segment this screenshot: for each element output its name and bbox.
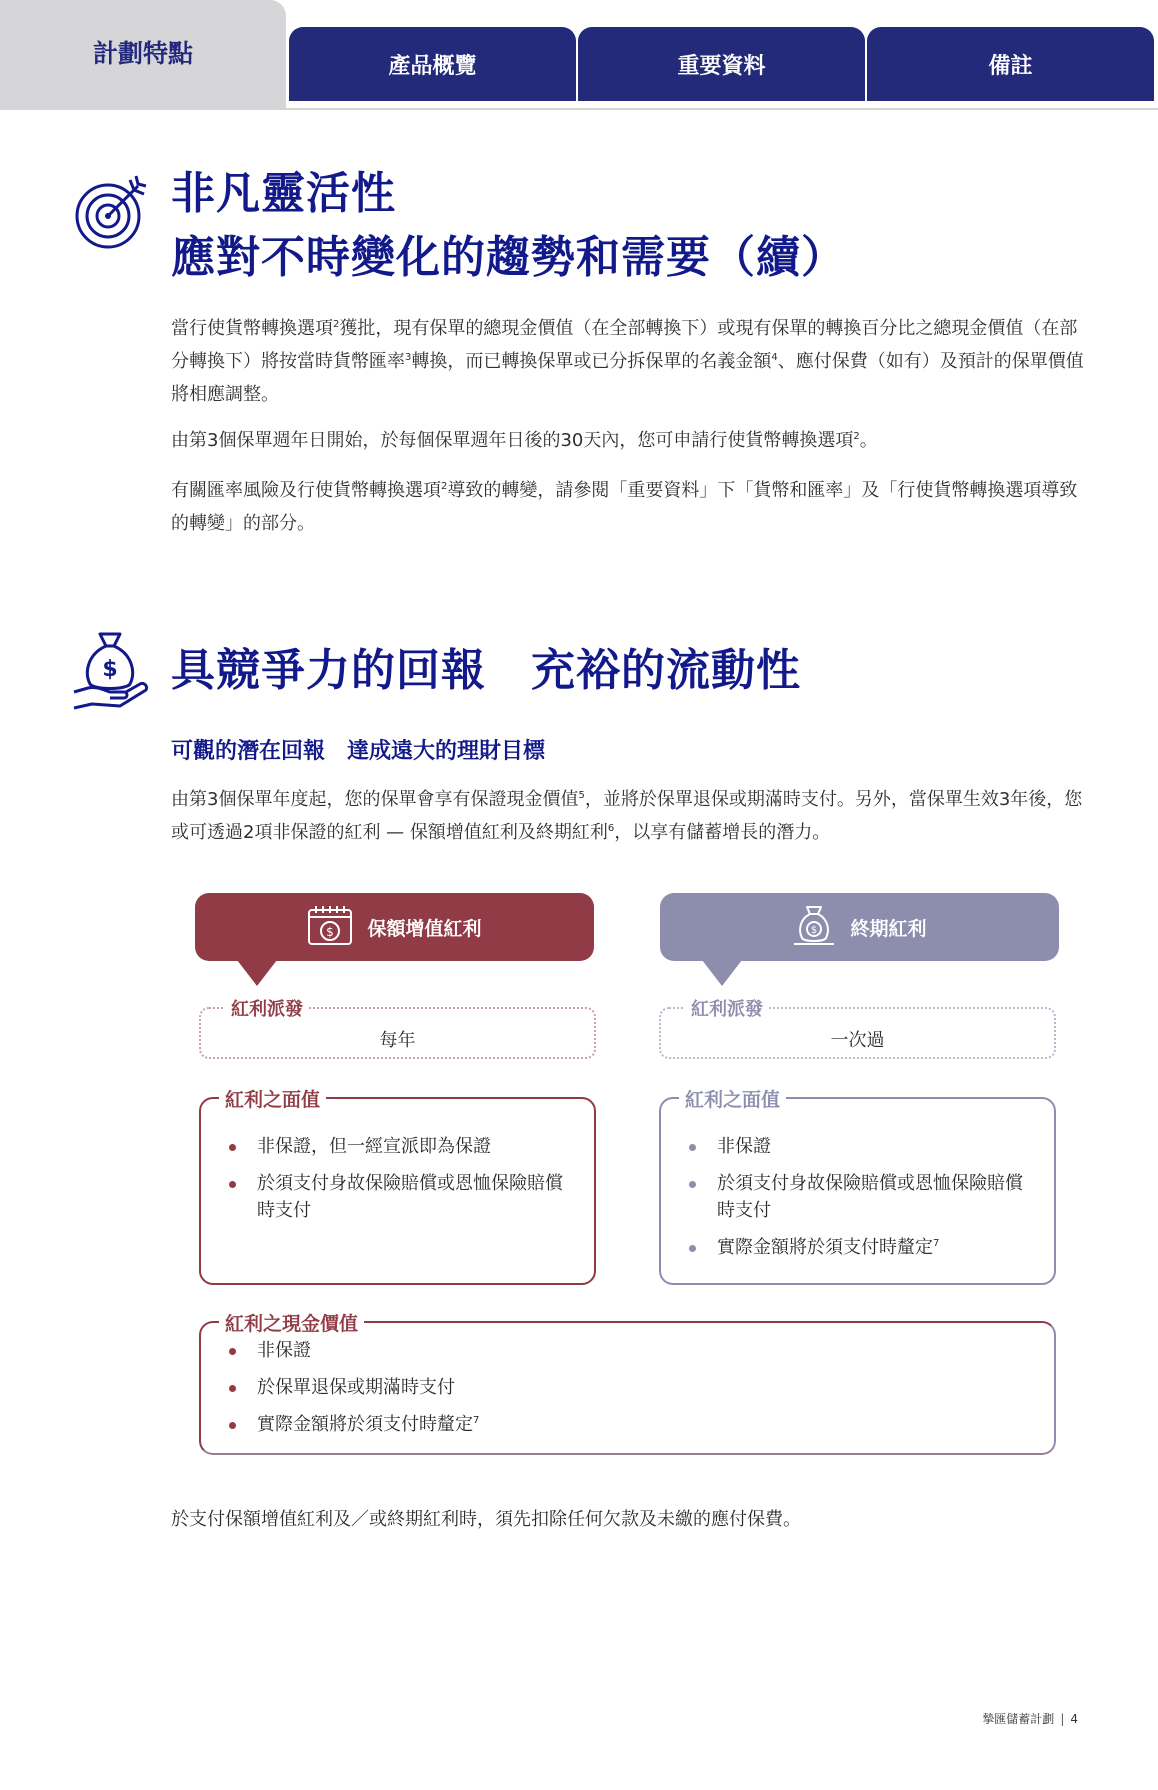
payout-value: 一次過: [830, 1030, 885, 1051]
page-number: 4: [1070, 1712, 1078, 1726]
face-value-label: 紅利之面值: [679, 1085, 786, 1112]
tab-plan-features[interactable]: [0, 0, 286, 110]
paragraph-guaranteed-cash-value: 由第3個保單年度起，您的保單會享有保證現金價值$^5$，並將於保單退保或期滿時支付。另外，當保單生效3年後，您或可透過2項非保證的紅利 — 保額增值紅利及終期紅利$^6$，以享有儲蓄增長的潛力。: [171, 789, 1083, 843]
list-item: 非保證: [227, 1337, 1007, 1364]
section-title-flexibility: [171, 166, 846, 286]
payout-label: 紅利派發: [225, 995, 309, 1021]
paragraph-exchange-risk: 有關匯率風險及行使貨幣轉換選項$^2$導致的轉變，請參閱「重要資料」下「貨幣和匯率」及「行使貨幣轉換選項導致的轉變」的部分。: [171, 480, 1078, 534]
cash-value-label: 紅利之現金價值: [219, 1309, 364, 1336]
list-item: 非保證，但一經宣派即為保證: [227, 1133, 577, 1160]
payout-box: [659, 999, 1056, 1059]
tab-label: 計劃特點: [92, 39, 193, 68]
section-title-returns: 具競爭力的回報 充裕的流動性: [171, 645, 801, 696]
tab-bar: [0, 0, 1158, 110]
svg-text:$: $: [102, 657, 118, 682]
footnote: 於支付保額增值紅利及／或終期紅利時，須先扣除任何欠款及未繳的應付保費。: [171, 1509, 801, 1530]
list-item: 於須支付身故保險賠償或恩恤保險賠償時支付: [227, 1170, 577, 1224]
bubble-pointer: [237, 960, 277, 986]
payout-box: [199, 999, 596, 1059]
list-item: 非保證: [687, 1133, 1037, 1160]
paragraph-application-period: 由第3個保單週年日開始，於每個保單週年日後的30天內，您可申請行使貨幣轉換選項$^2$。: [171, 430, 878, 451]
tab-label: 產品概覽: [388, 53, 477, 79]
cash-value-list: [227, 1337, 1007, 1448]
face-value-box: [659, 1089, 1056, 1285]
list-item: 於保單退保或期滿時支付: [227, 1374, 1007, 1401]
reversionary-bonus-header: [195, 893, 594, 961]
section-subtitle: 可觀的潛在回報 達成遠大的理財目標: [171, 739, 546, 764]
tab-remarks[interactable]: [867, 27, 1154, 101]
svg-text:$: $: [326, 925, 335, 939]
cash-value-box: [199, 1313, 1056, 1455]
footer-separator: |: [1060, 1712, 1065, 1726]
title-line: 非凡靈活性: [171, 168, 396, 219]
target-arrow-icon: [70, 172, 150, 256]
list-item: 實際金額將於須支付時釐定$^7$: [227, 1411, 1007, 1438]
list-item: 於須支付身故保險賠償或恩恤保險賠償時支付: [687, 1170, 1037, 1224]
bonus-title: 終期紅利: [850, 917, 927, 940]
money-bag-icon: [792, 904, 836, 950]
paragraph-currency-conversion: 當行使貨幣轉換選項$^2$獲批，現有保單的總現金價值（在全部轉換下）或現有保單的轉換百分比之總現金價值（在部分轉換下）將按當時貨幣匯率$^3$轉換，而已轉換保單或已分拆保單的名義金額$^4$、應付保費（如有）及預計的保單價值將相應調整。: [171, 318, 1084, 405]
tab-product-overview[interactable]: [289, 27, 576, 101]
bubble-pointer: [702, 960, 742, 986]
title-line: 應對不時變化的趨勢和需要（續）: [171, 232, 846, 283]
calendar-dollar-icon: [307, 904, 353, 950]
tab-label: 備註: [988, 53, 1033, 79]
tab-label: 重要資料: [677, 53, 766, 79]
tab-important-info[interactable]: [578, 27, 865, 101]
face-value-box: [199, 1089, 596, 1285]
svg-text:$: $: [811, 925, 818, 936]
bonus-title: 保額增值紅利: [367, 917, 482, 940]
face-value-label: 紅利之面值: [219, 1085, 326, 1112]
page-footer: [982, 1710, 1078, 1727]
face-value-list: [227, 1133, 577, 1234]
terminal-bonus-header: [660, 893, 1059, 961]
plan-name: 摯匯儲蓄計劃: [982, 1712, 1055, 1726]
money-bag-hand-icon: [70, 628, 150, 716]
payout-value: 每年: [379, 1030, 416, 1051]
list-item: 實際金額將於須支付時釐定$^7$: [687, 1234, 1037, 1261]
payout-label: 紅利派發: [685, 995, 769, 1021]
face-value-list: [687, 1133, 1037, 1271]
